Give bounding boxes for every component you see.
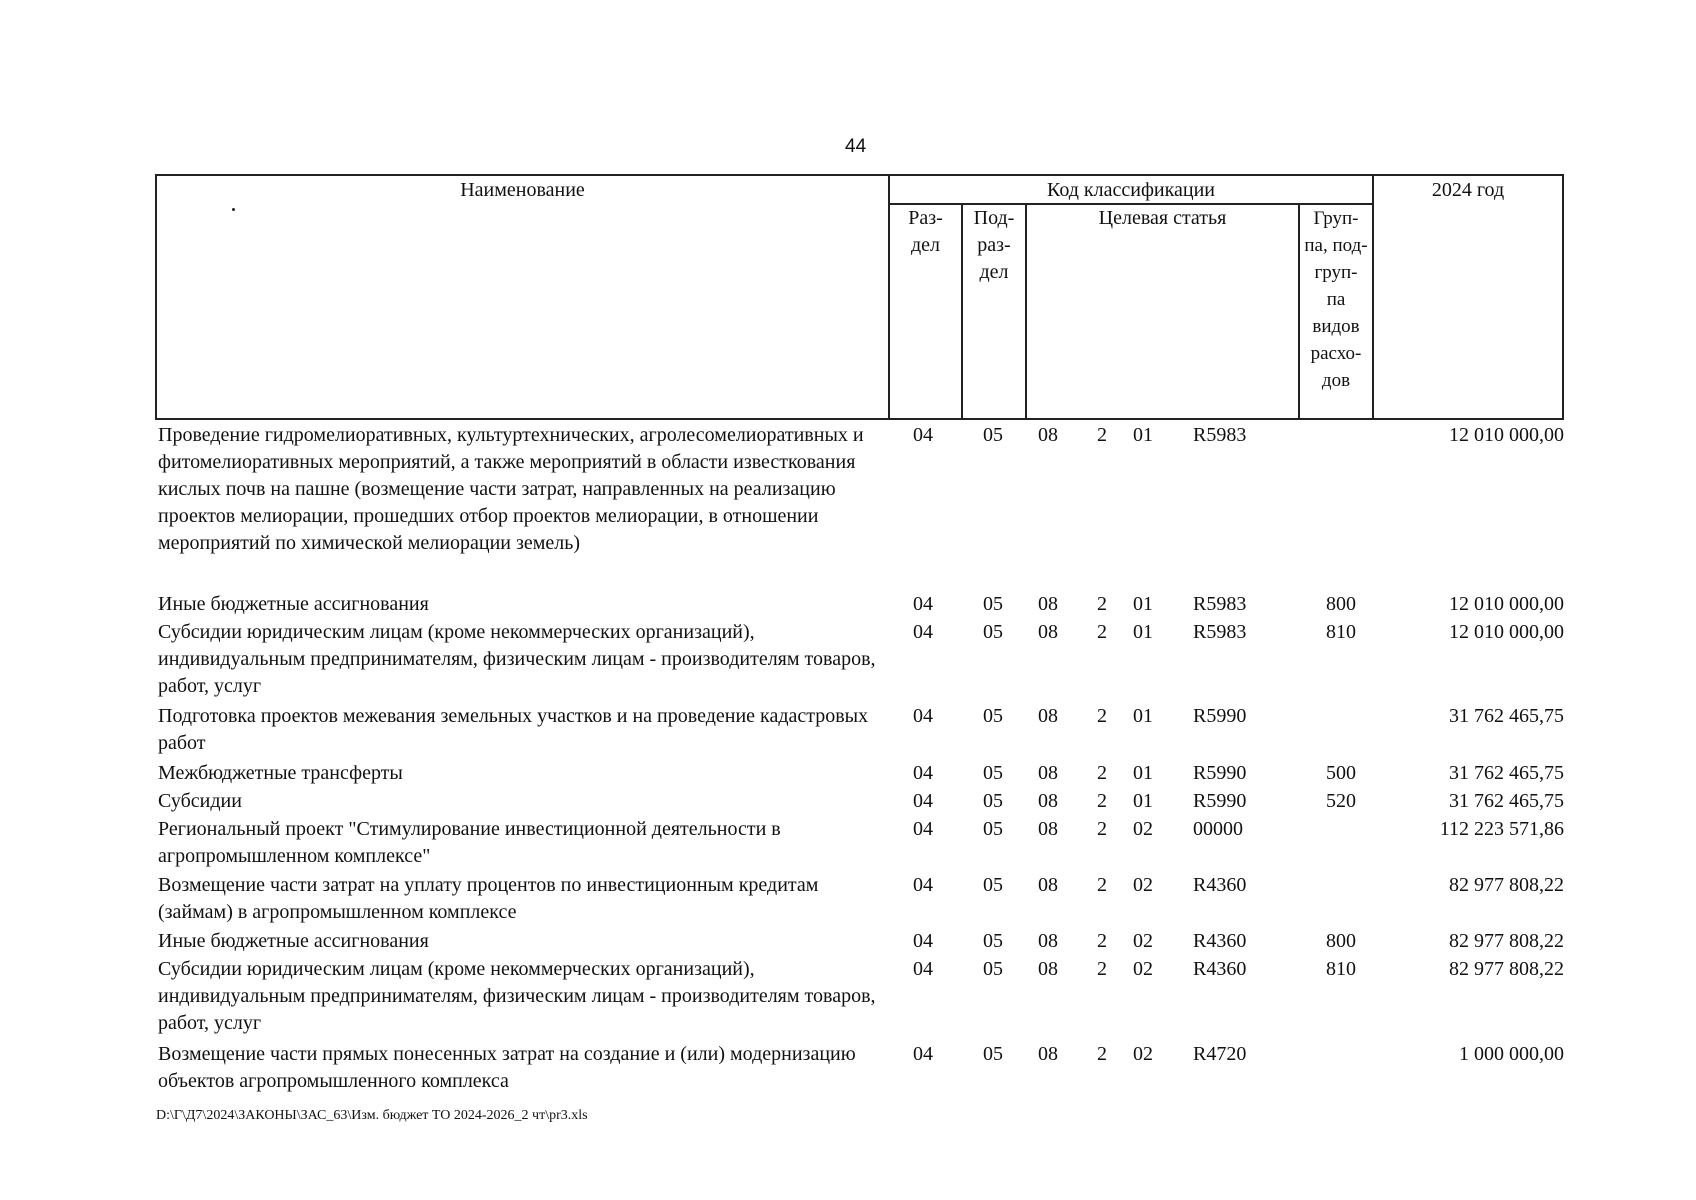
cell-podrazdel: 05	[983, 593, 1003, 615]
header-name: Наименование	[460, 179, 585, 201]
cell-target-event: 02	[1133, 958, 1153, 980]
cell-target-program: 08	[1038, 874, 1058, 896]
cell-target-event: 01	[1133, 593, 1153, 615]
cell-target-code: R5983	[1193, 593, 1247, 615]
row-name: Субсидии	[158, 790, 242, 812]
row-name: Возмещение части прямых понесенных затрат на создание и (или) модернизацию объектов агропромышленного комплекса	[158, 1043, 856, 1092]
cell-target-subprogram: 2	[1097, 818, 1107, 840]
cell-expense-group: 500	[1326, 762, 1356, 784]
row-name: Субсидии юридическим лицам (кроме некоммерческих организаций), индивидуальным предпринимателям, физическим лицам - производителям товаров, работ, услуг	[158, 621, 876, 697]
row-name: Субсидии юридическим лицам (кроме некоммерческих организаций), индивидуальным предпринимателям, физическим лицам - производителям товаров, работ, услуг	[158, 958, 876, 1034]
cell-amount: 112 223 571,86	[1439, 818, 1564, 840]
cell-target-code: R4720	[1193, 1043, 1247, 1065]
cell-amount: 31 762 465,75	[1449, 790, 1564, 812]
cell-amount: 82 977 808,22	[1449, 930, 1564, 952]
cell-target-code: R5990	[1193, 790, 1247, 812]
cell-expense-group: 810	[1326, 621, 1356, 643]
cell-target-program: 08	[1038, 930, 1058, 952]
cell-expense-group: 800	[1326, 593, 1356, 615]
cell-target-program: 08	[1038, 1043, 1058, 1065]
row-name: Иные бюджетные ассигнования	[158, 930, 429, 952]
cell-amount: 82 977 808,22	[1449, 958, 1564, 980]
cell-target-subprogram: 2	[1097, 762, 1107, 784]
cell-target-subprogram: 2	[1097, 930, 1107, 952]
cell-expense-group: 800	[1326, 930, 1356, 952]
cell-amount: 12 010 000,00	[1449, 621, 1564, 643]
cell-target-program: 08	[1038, 958, 1058, 980]
cell-podrazdel: 05	[983, 874, 1003, 896]
cell-razdel: 04	[913, 593, 933, 615]
cell-podrazdel: 05	[983, 958, 1003, 980]
cell-target-subprogram: 2	[1097, 874, 1107, 896]
cell-target-program: 08	[1038, 621, 1058, 643]
cell-target-subprogram: 2	[1097, 958, 1107, 980]
file-path: D:\Г\Д7\2024\ЗАКОНЫ\ЗАС_63\Изм. бюджет ТО 2024-2026_2 чт\pr3.xls	[156, 1108, 588, 1123]
cell-target-code: R5990	[1193, 762, 1247, 784]
cell-razdel: 04	[913, 958, 933, 980]
cell-podrazdel: 05	[983, 424, 1003, 446]
cell-amount: 12 010 000,00	[1449, 424, 1564, 446]
row-name: Подготовка проектов межевания земельных участков и на проведение кадастровых работ	[158, 705, 869, 754]
header-target: Целевая статья	[1098, 207, 1227, 229]
cell-target-event: 02	[1133, 930, 1153, 952]
cell-target-code: 00000	[1193, 818, 1243, 840]
header-divider	[1372, 174, 1374, 420]
header-mark	[232, 208, 235, 211]
cell-target-code: R4360	[1193, 930, 1247, 952]
cell-podrazdel: 05	[983, 705, 1003, 727]
header-divider	[1025, 203, 1027, 420]
cell-amount: 12 010 000,00	[1449, 593, 1564, 615]
cell-target-event: 01	[1133, 762, 1153, 784]
cell-target-event: 02	[1133, 1043, 1153, 1065]
cell-podrazdel: 05	[983, 621, 1003, 643]
cell-razdel: 04	[913, 762, 933, 784]
cell-target-event: 02	[1133, 818, 1153, 840]
cell-target-program: 08	[1038, 818, 1058, 840]
cell-razdel: 04	[913, 621, 933, 643]
header-razdel: Раз- дел	[908, 207, 943, 256]
cell-podrazdel: 05	[983, 818, 1003, 840]
cell-target-subprogram: 2	[1097, 705, 1107, 727]
header-podrazdel: Под- раз- дел	[973, 207, 1015, 283]
row-name: Межбюджетные трансферты	[158, 762, 403, 784]
cell-razdel: 04	[913, 1043, 933, 1065]
cell-target-code: R4360	[1193, 958, 1247, 980]
header-group: Груп- па, под- груп- па видов расхо- дов	[1304, 208, 1368, 391]
cell-razdel: 04	[913, 424, 933, 446]
row-name: Иные бюджетные ассигнования	[158, 593, 429, 615]
cell-razdel: 04	[913, 874, 933, 896]
cell-target-subprogram: 2	[1097, 790, 1107, 812]
cell-target-event: 01	[1133, 621, 1153, 643]
cell-podrazdel: 05	[983, 930, 1003, 952]
page-number: 44	[845, 136, 867, 157]
cell-target-event: 01	[1133, 705, 1153, 727]
header-classification: Код классификации	[1046, 179, 1216, 201]
cell-razdel: 04	[913, 705, 933, 727]
row-name: Возмещение части затрат на уплату процентов по инвестиционным кредитам (займам) в агропромышленном комплексе	[158, 874, 819, 923]
cell-target-program: 08	[1038, 424, 1058, 446]
cell-target-program: 08	[1038, 593, 1058, 615]
cell-target-subprogram: 2	[1097, 1043, 1107, 1065]
cell-target-subprogram: 2	[1097, 593, 1107, 615]
cell-amount: 82 977 808,22	[1449, 874, 1564, 896]
cell-target-code: R5990	[1193, 705, 1247, 727]
cell-amount: 31 762 465,75	[1449, 705, 1564, 727]
cell-target-subprogram: 2	[1097, 621, 1107, 643]
cell-razdel: 04	[913, 818, 933, 840]
cell-target-event: 02	[1133, 874, 1153, 896]
cell-podrazdel: 05	[983, 1043, 1003, 1065]
row-name: Региональный проект "Стимулирование инвестиционной деятельности в агропромышленном комплексе"	[158, 818, 781, 867]
cell-expense-group: 520	[1326, 790, 1356, 812]
cell-target-subprogram: 2	[1097, 424, 1107, 446]
cell-expense-group: 810	[1326, 958, 1356, 980]
cell-target-program: 08	[1038, 790, 1058, 812]
cell-amount: 31 762 465,75	[1449, 762, 1564, 784]
cell-target-program: 08	[1038, 705, 1058, 727]
header-year: 2024 год	[1431, 179, 1505, 201]
cell-podrazdel: 05	[983, 762, 1003, 784]
cell-target-event: 01	[1133, 424, 1153, 446]
cell-target-event: 01	[1133, 790, 1153, 812]
cell-target-code: R5983	[1193, 424, 1247, 446]
cell-target-code: R4360	[1193, 874, 1247, 896]
cell-target-code: R5983	[1193, 621, 1247, 643]
cell-target-program: 08	[1038, 762, 1058, 784]
row-name: Проведение гидромелиоративных, культуртехнических, агролесомелиоративных и фитомелиоративных мероприятий, а также мероприятий в области известкования кислых почв на пашне (возмещение части затрат, направленных на реализацию проектов мелиорации, прошедших отбор проектов мелиорации, в отношении мероприятий по химической мелиорации земель)	[158, 424, 864, 554]
cell-podrazdel: 05	[983, 790, 1003, 812]
cell-amount: 1 000 000,00	[1459, 1043, 1564, 1065]
cell-razdel: 04	[913, 790, 933, 812]
cell-razdel: 04	[913, 930, 933, 952]
